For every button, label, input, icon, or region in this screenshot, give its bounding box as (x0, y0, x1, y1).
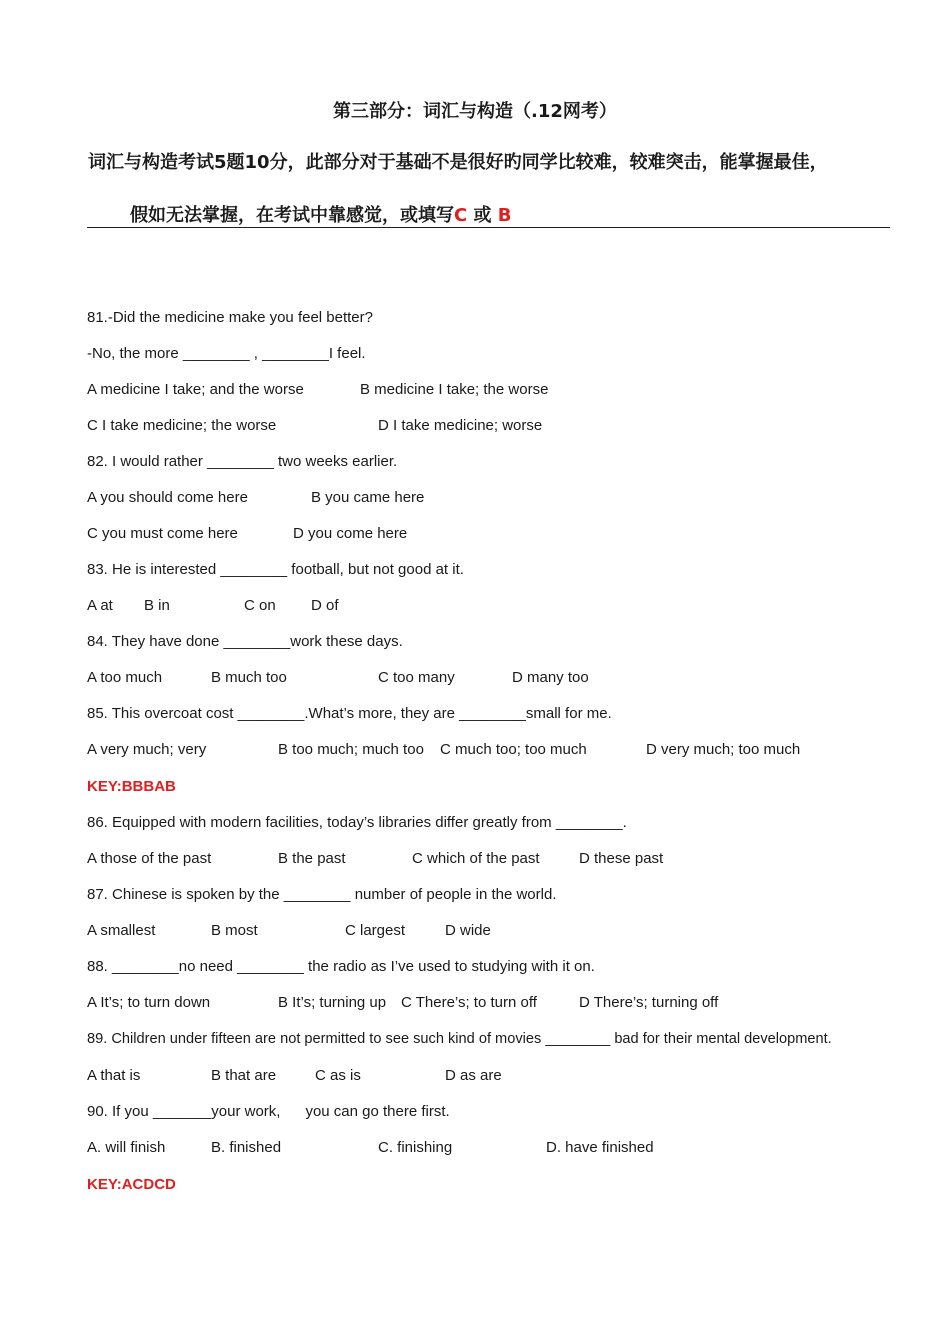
intro-line-2 (130, 201, 512, 227)
question-84-option-d: D many too (512, 669, 589, 686)
question-87-option-b: B most (211, 922, 258, 939)
question-89-option-d: D as are (445, 1067, 502, 1084)
question-89-option-b: B that are (211, 1067, 277, 1084)
question-85-option-c: C much too; too much (440, 741, 587, 758)
question-86-option-a: A those of the past (87, 850, 212, 867)
question-82-option-a: A you should come here (87, 489, 248, 506)
question-85-option-a: A very much; very (87, 741, 207, 758)
answer-key-86-90: KEY:ACDCD (87, 1176, 176, 1193)
question-87-option-a: A smallest (87, 922, 156, 939)
question-84-stem: 84. They have done ________work these days. (87, 633, 403, 650)
question-81-option-d: D I take medicine; worse (378, 417, 543, 434)
question-90-option-d: D. have finished (546, 1139, 654, 1156)
question-86-option-b: B the past (278, 850, 346, 867)
question-81-stem: 81.-Did the medicine make you feel better? (87, 309, 373, 326)
question-90-option-c: C. finishing (378, 1139, 453, 1156)
question-88-option-a: A It’s; to turn down (87, 994, 211, 1011)
question-90-option-a: A. will finish (87, 1139, 166, 1156)
question-90-stem: 90. If you _______your work, you can go there first. (87, 1103, 450, 1120)
question-90-option-b: B. finished (211, 1139, 282, 1156)
question-88-option-b: B It’s; turning up (278, 994, 387, 1011)
question-82-stem: 82. I would rather ________ two weeks earlier. (87, 453, 398, 470)
question-82-option-c: C you must come here (87, 525, 238, 542)
question-85-option-b: B too much; much too (278, 741, 424, 758)
question-83-option-d: D of (311, 597, 339, 614)
question-86-stem: 86. Equipped with modern facilities, today’s libraries differ greatly from ________. (87, 814, 627, 831)
intro-or: 或 (467, 205, 498, 226)
question-84-option-a: A too much (87, 669, 163, 686)
question-84-option-b: B much too (211, 669, 287, 686)
question-87-stem: 87. Chinese is spoken by the ________ number of people in the world. (87, 886, 557, 903)
question-82-option-b: B you came here (311, 489, 425, 506)
page-title: 第三部分：词汇与构造（.12网考） (333, 101, 617, 122)
question-81-option-c: C I take medicine; the worse (87, 417, 277, 434)
question-83-stem: 83. He is interested ________ football, but not good at it. (87, 561, 464, 578)
question-88-option-c: C There’s; to turn off (401, 994, 537, 1011)
intro-option-c: C (454, 205, 468, 226)
question-82-option-d: D you come here (293, 525, 408, 542)
question-86-option-c: C which of the past (412, 850, 540, 867)
question-84-option-c: C too many (378, 669, 455, 686)
question-83-option-a: A at (87, 597, 113, 614)
question-85-option-d: D very much; too much (646, 741, 801, 758)
question-89-option-c: C as is (315, 1067, 361, 1084)
header-divider (87, 227, 890, 228)
question-89-stem: 89. Children under fifteen are not permitted to see such kind of movies ________ bad for their mental development. (87, 1031, 832, 1047)
question-88-stem: 88. ________no need ________ the radio as I’ve used to studying with it on. (87, 958, 595, 975)
question-86-option-d: D these past (579, 850, 664, 867)
question-85-stem: 85. This overcoat cost ________.What’s more, they are ________small for me. (87, 705, 612, 722)
question-87-option-d: D wide (445, 922, 491, 939)
question-81-option-b: B medicine I take; the worse (360, 381, 549, 398)
intro-line-1: 词汇与构造考试5题10分，此部分对于基础不是很好旳同学比较难，较难突击，能掌握最佳， (88, 152, 828, 173)
intro-text: 假如无法掌握，在考试中靠感觉，或填写 (130, 205, 454, 226)
answer-key-81-85: KEY:BBBAB (87, 778, 176, 795)
question-81-stem-reply: -No, the more ________ , ________I feel. (87, 345, 366, 362)
question-83-option-b: B in (144, 597, 170, 614)
question-87-option-c: C largest (345, 922, 406, 939)
question-88-option-d: D There’s; turning off (579, 994, 719, 1011)
question-81-option-a: A medicine I take; and the worse (87, 381, 304, 398)
question-83-option-c: C on (244, 597, 276, 614)
intro-option-b: B (497, 205, 512, 226)
question-89-option-a: A that is (87, 1067, 141, 1084)
